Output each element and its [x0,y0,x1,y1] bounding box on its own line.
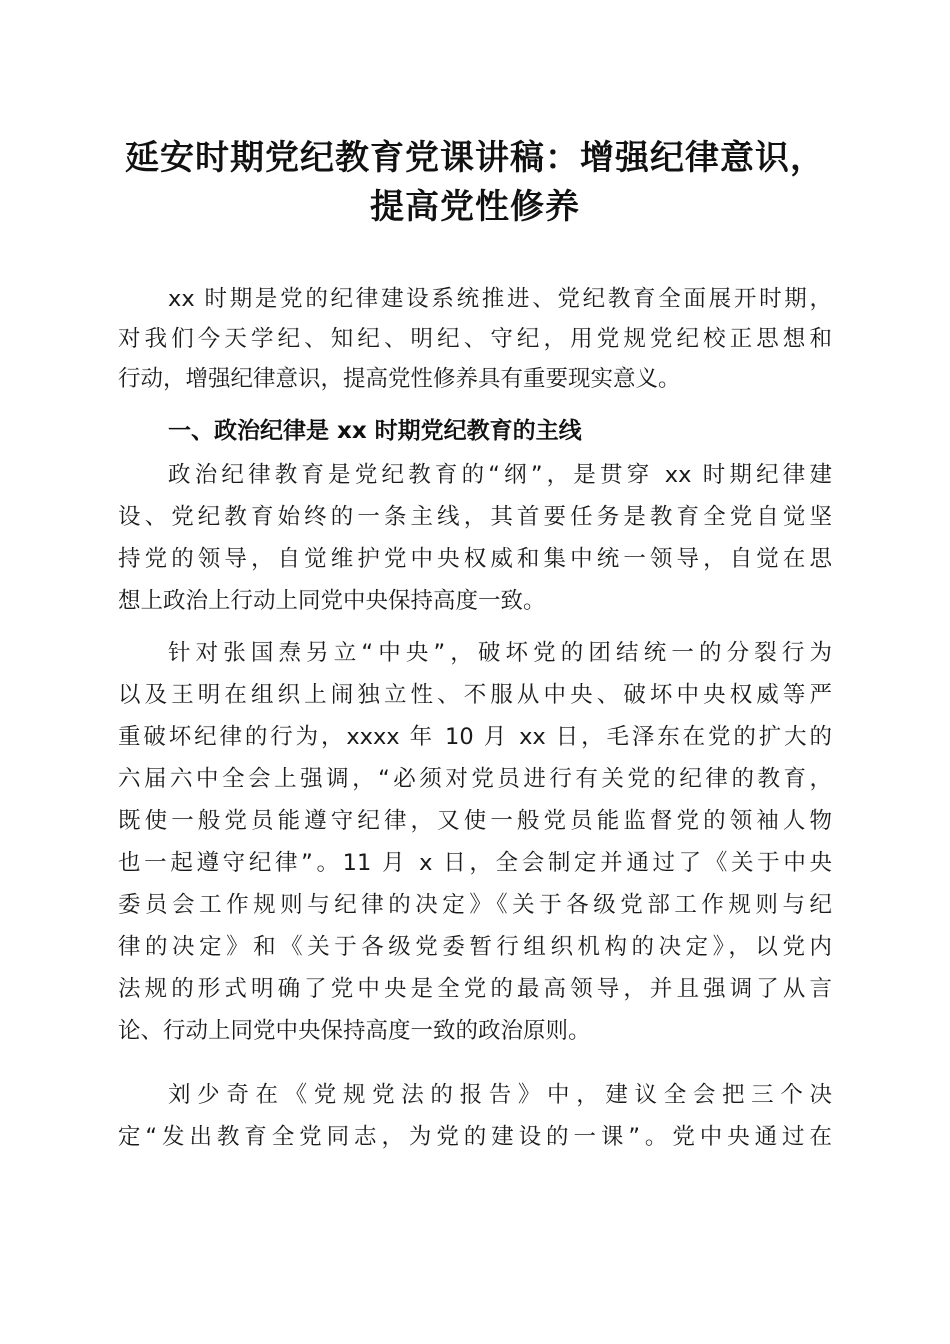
paragraph-3-line-10: 论、行动上同党中央保持高度一致的政治原则。 [118,1018,591,1044]
paragraph-2-line-3: 持党的领导，自觉维护党中央权威和集中统一领导，自觉在思 [118,546,832,572]
paragraph-1-line-2: 对我们今天学纪、知纪、明纪、守纪，用党规党纪校正思想和 [118,326,832,352]
paragraph-2-line-1: 政治纪律教育是党纪教育的“纲”，是贯穿 xx 时期纪律建 [168,462,832,488]
paragraph-2-line-2: 设、党纪教育始终的一条主线，其首要任务是教育全党自觉坚 [118,504,832,530]
document-title-line-2: 提高党性修养 [370,187,580,227]
paragraph-4-line-2: 定“发出教育全党同志，为党的建设的一课”。党中央通过在 [118,1124,832,1150]
paragraph-3-line-7: 委员会工作规则与纪律的决定》《关于各级党部工作规则与纪 [118,892,832,918]
paragraph-1-line-1: xx 时期是党的纪律建设系统推进、党纪教育全面展开时期， [168,286,832,312]
paragraph-1-line-3: 行动，增强纪律意识，提高党性修养具有重要现实意义。 [118,366,681,392]
paragraph-3-line-2: 以及王明在组织上闹独立性、不服从中央、破坏中央权威等严 [118,682,832,708]
paragraph-3-line-5: 既使一般党员能遵守纪律，又使一般党员能监督党的领袖人物 [118,808,832,834]
paragraph-3-line-4: 六届六中全会上强调，“必须对党员进行有关党的纪律的教育， [118,766,832,792]
document-title-line-1: 延安时期党纪教育党课讲稿：增强纪律意识， [125,138,825,178]
paragraph-4-line-1: 刘少奇在《党规党法的报告》中，建议全会把三个决 [168,1082,832,1108]
paragraph-3-line-6: 也一起遵守纪律”。11 月 x 日，全会制定并通过了《关于中央 [118,850,832,876]
section-heading-1: 一、政治纪律是 xx 时期党纪教育的主线 [168,418,582,444]
paragraph-3-line-9: 法规的形式明确了党中央是全党的最高领导，并且强调了从言 [118,976,832,1002]
paragraph-3-line-8: 律的决定》和《关于各级党委暂行组织机构的决定》，以党内 [118,934,832,960]
paragraph-3-line-1: 针对张国焘另立“中央”，破坏党的团结统一的分裂行为 [168,640,832,666]
paragraph-2-line-4: 想上政治上行动上同党中央保持高度一致。 [118,588,546,614]
paragraph-3-line-3: 重破坏纪律的行为，xxxx 年 10 月 xx 日，毛泽东在党的扩大的 [118,724,832,750]
